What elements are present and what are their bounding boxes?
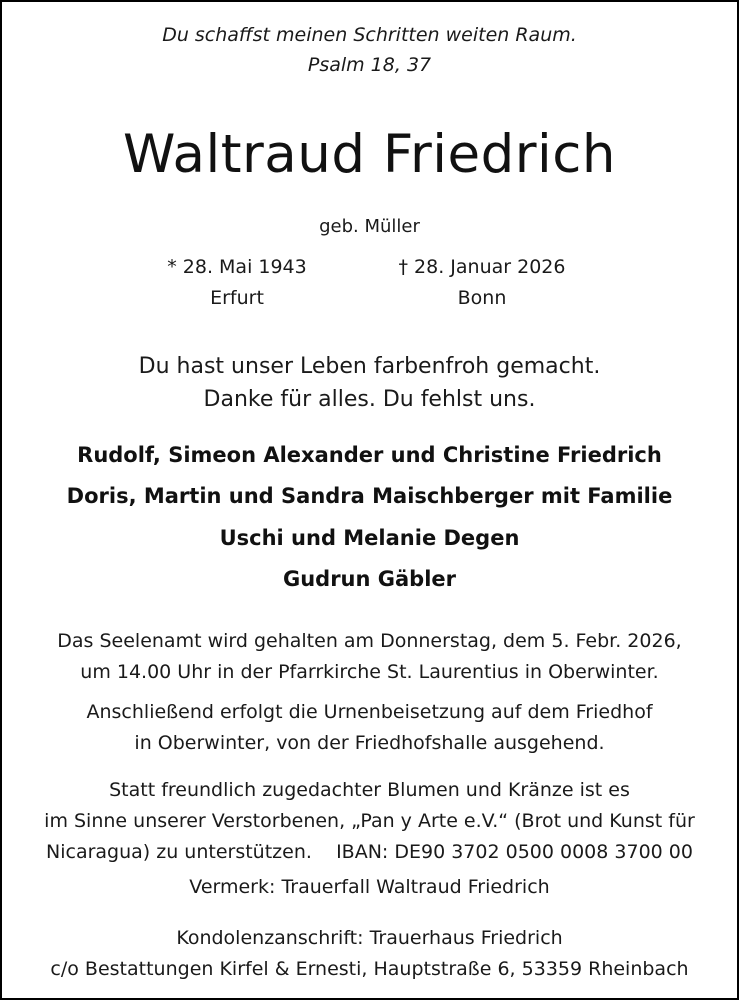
deceased-name: Waltraud Friedrich [123,124,616,185]
condolence-line-2: c/o Bestattungen Kirfel & Ernesti, Hauptstraße 6, 53359 Rheinbach [50,958,689,980]
birth-place: Erfurt [210,287,264,309]
service-line-1: Das Seelenamt wird gehalten am Donnerstag, dem 5. Febr. 2026, [57,630,682,652]
death-date: † 28. Januar 2026 [398,256,566,278]
mourner-line: Gudrun Gäbler [282,567,457,591]
service-line-2: um 14.00 Uhr in der Pfarrkirche St. Laurentius in Oberwinter. [80,661,659,683]
condolence-line-1: Kondolenzanschrift: Trauerhaus Friedrich [176,927,563,949]
maiden-name: geb. Müller [319,216,420,237]
motto-text: Du schaffst meinen Schritten weiten Raum. [162,24,577,46]
quote-line-2: Danke für alles. Du fehlst uns. [203,387,536,412]
mourner-line: Uschi und Melanie Degen [219,526,520,550]
service-line-3: Anschließend erfolgt die Urnenbeisetzung auf dem Friedhof [86,701,653,723]
quote-line-1: Du hast unser Leben farbenfroh gemacht. [138,354,601,379]
mourner-line: Doris, Martin und Sandra Maischberger mit Familie [66,484,673,508]
service-line-4: in Oberwinter, von der Friedhofshalle ausgehend. [134,732,605,754]
mourner-line: Rudolf, Simeon Alexander und Christine Friedrich [77,443,662,467]
donation-line-3: Nicaragua) zu unterstützen. IBAN: DE90 3702 0500 0008 3700 00 [46,841,693,863]
birth-date: * 28. Mai 1943 [167,256,307,278]
motto-reference: Psalm 18, 37 [307,54,432,76]
donation-line-1: Statt freundlich zugedachter Blumen und Kränze ist es [109,779,630,801]
death-place: Bonn [457,287,507,309]
donation-line-2: im Sinne unserer Verstorbenen, „Pan y Arte e.V.“ (Brot und Kunst für [44,810,695,832]
obituary-notice [2,2,737,998]
donation-note: Vermerk: Trauerfall Waltraud Friedrich [189,876,550,898]
